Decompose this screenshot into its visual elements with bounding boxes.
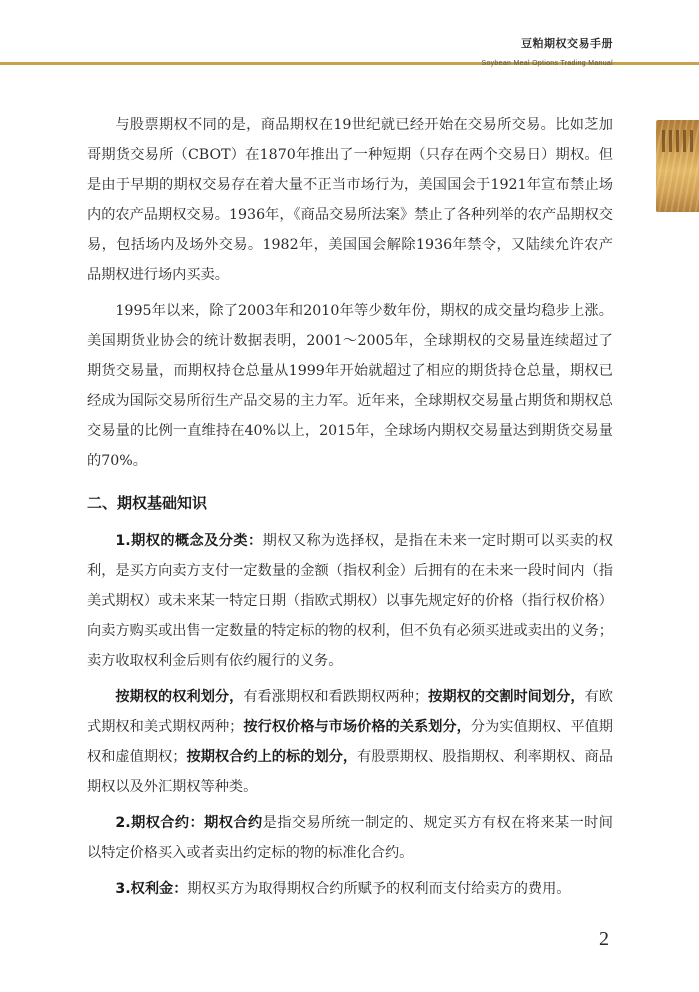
- page-body: [87, 110, 613, 910]
- section-heading: 二、期权基础知识: [87, 494, 208, 512]
- premium-paragraph: [87, 874, 613, 904]
- running-header: [481, 36, 613, 70]
- classification-term-3: 按行权价格与市场价格的关系划分，: [243, 719, 471, 735]
- running-header-subtitle: Soybean Meal Options Trading Manual: [481, 60, 613, 67]
- classification-term-1: 按期权的权利划分，: [115, 689, 244, 705]
- contract-term-repeat: 期权合约: [204, 815, 263, 831]
- classification-term-4: 按期权合约上的标的划分，: [186, 749, 358, 765]
- classification-term-2: 按期权的交割时间划分，: [428, 689, 585, 705]
- premium-term: 3.权利金：: [115, 881, 188, 897]
- classification-text-2: 有欧式期权和美式期权两种；: [87, 689, 613, 735]
- classification-text-1: 有看涨期权和看跌期权两种；: [243, 689, 429, 705]
- premium-text: 期权买方为取得期权合约所赋予的权利而支付给卖方的费用。: [187, 881, 571, 897]
- decorative-bars: [662, 130, 694, 152]
- contract-text: 是指交易所统一制定的、规定买方有权在将来某一时间以特定价格买入或者卖出约定标的物的标准化合约。: [87, 815, 613, 861]
- running-header-title: 豆粕期权交易手册: [521, 37, 613, 50]
- classification-text-3: 分为实值期权、平值期权和虚值期权；: [87, 719, 613, 765]
- classification-paragraph: [87, 682, 613, 802]
- contract-paragraph: [87, 808, 613, 868]
- contract-term: 2.期权合约：: [115, 815, 205, 831]
- history-paragraph-2: 1995年以来，除了2003年和2010年等少数年份，期权的成交量均稳步上涨。美国期货业协会的统计数据表明，2001～2005年，全球期权的交易量连续超过了期货交易量，而期权持仓总量从1999年开始就超过了相应的期货持仓总量，期权已经成为国际交易所衍生产品交易的主力军。近年来，全球期权交易量占期货和期权总交易量的比例一直维持在40%以上，2015年，全球场内期权交易量达到期货交易量的70%。: [87, 303, 613, 469]
- classification-text-4: 有股票期权、股指期权、利率期权、商品期权以及外汇期权等种类。: [87, 749, 613, 795]
- decorative-wheat-image: [656, 120, 699, 212]
- page-number: 2: [599, 928, 609, 950]
- concept-term: 1.期权的概念及分类：: [115, 533, 263, 549]
- history-paragraph-1: 与股票期权不同的是，商品期权在19世纪就已经开始在交易所交易。比如芝加哥期货交易所（CBOT）在1870年推出了一种短期（只存在两个交易日）期权。但是由于早期的期权交易存在着大量不正当市场行为，美国国会于1921年宣布禁止场内的农产品期权交易。1936年，《商品交易所法案》禁止了各种列举的农产品期权交易，包括场内及场外交易。1982年，美国国会解除1936年禁令，又陆续允许农产品期权进行场内买卖。: [87, 117, 613, 283]
- concept-text: 期权又称为选择权，是指在未来一定时期可以买卖的权利，是买方向卖方支付一定数量的金额（指权利金）后拥有的在未来一段时间内（指美式期权）或未来某一特定日期（指欧式期权）以事先规定好的价格（指行权价格）向卖方购买或出售一定数量的特定标的物的权利，但不负有必须买进或卖出的义务；卖方收取权利金后则有依约履行的义务。: [87, 533, 613, 669]
- concept-paragraph: [87, 526, 613, 676]
